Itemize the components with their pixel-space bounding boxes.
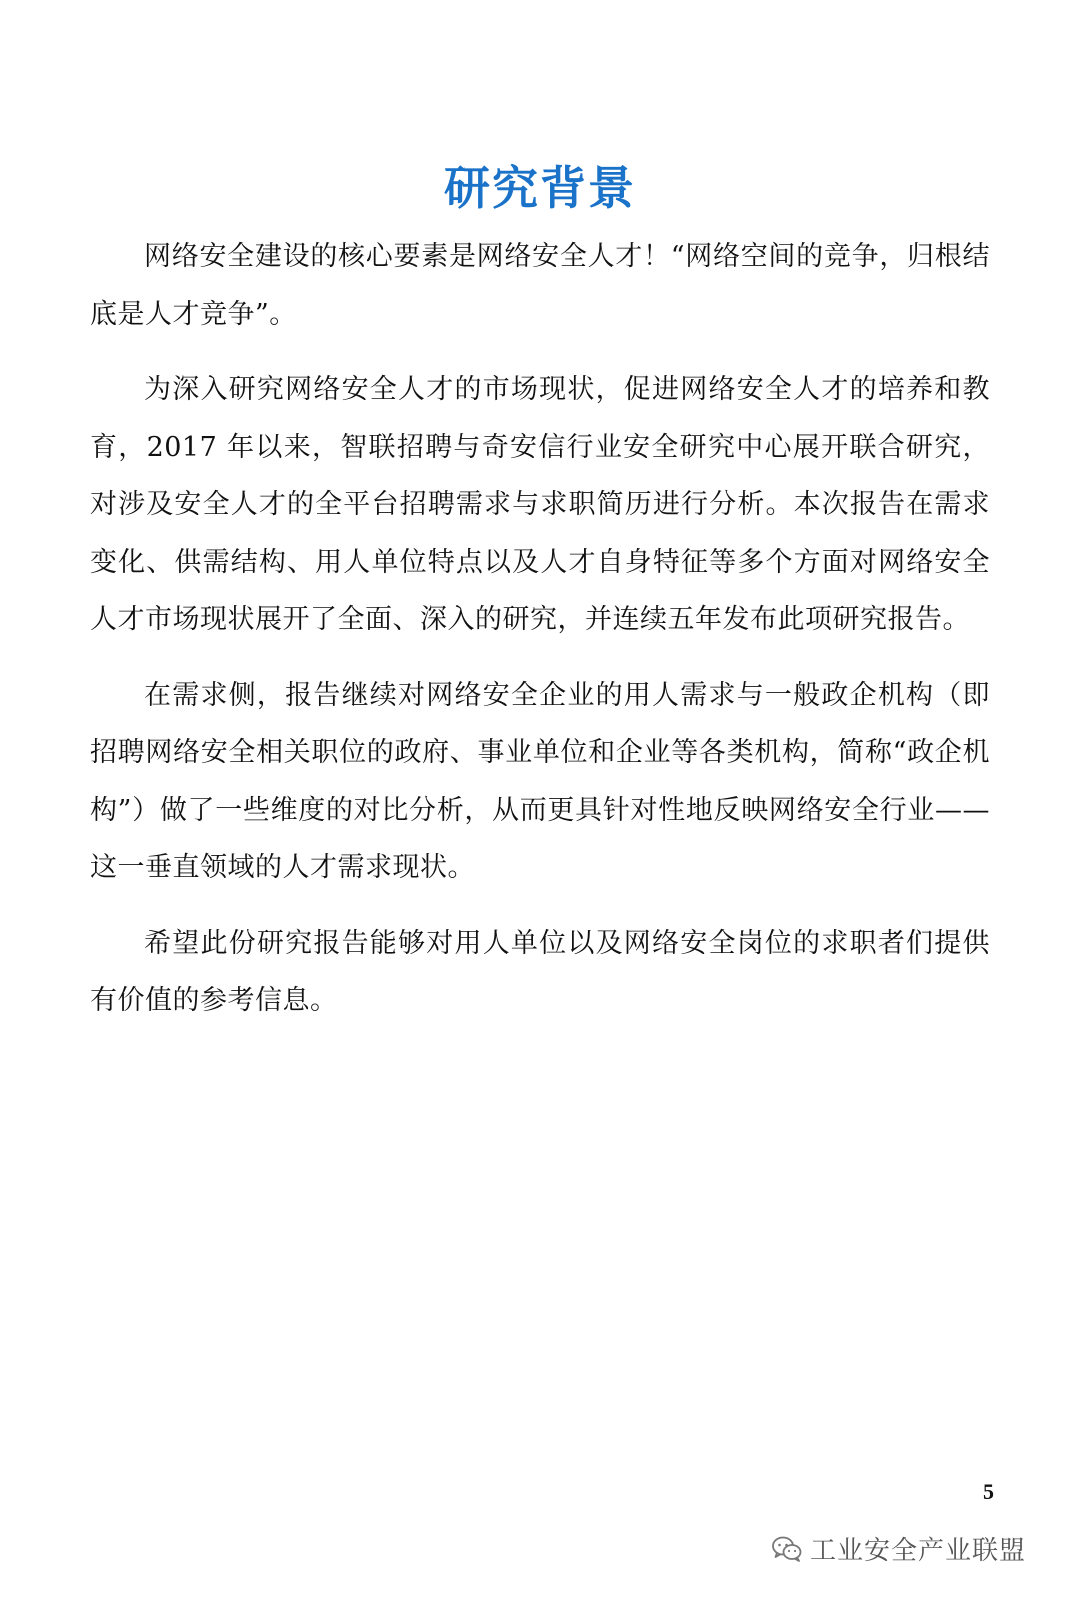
watermark-text: 工业安全产业联盟: [809, 1536, 1026, 1566]
paragraph-3: 在需求侧，报告继续对网络安全企业的用人需求与一般政企机构（即招聘网络安全相关职位的政府、事业单位和企业等各类机构，简称“政企机构”）做了一些维度的对比分析，从而更具针对性地反映网络安全行业——这一垂直领域的人才需求现状。: [90, 679, 990, 883]
page-number: 5: [983, 1479, 994, 1504]
paragraph-4: 希望此份研究报告能够对用人单位以及网络安全岗位的求职者们提供有价值的参考信息。: [90, 927, 990, 1016]
page-title: 研究背景: [444, 161, 636, 215]
watermark: [772, 1530, 1026, 1567]
body-text: [90, 228, 990, 1048]
paragraph-2: 为深入研究网络安全人才的市场现状，促进网络安全人才的培养和教育，2017 年以来，智联招聘与奇安信行业安全研究中心展开联合研究，对涉及安全人才的全平台招聘需求与求职简历进行分析。本次报告在需求变化、供需结构、用人单位特点以及人才自身特征等多个方面对网络安全人才市场现状展开了全面、深入的研究，并连续五年发布此项研究报告。: [90, 374, 990, 635]
wechat-icon: [772, 1536, 802, 1562]
paragraph-1: 网络安全建设的核心要素是网络安全人才！“网络空间的竞争，归根结底是人才竞争”。: [90, 241, 990, 330]
